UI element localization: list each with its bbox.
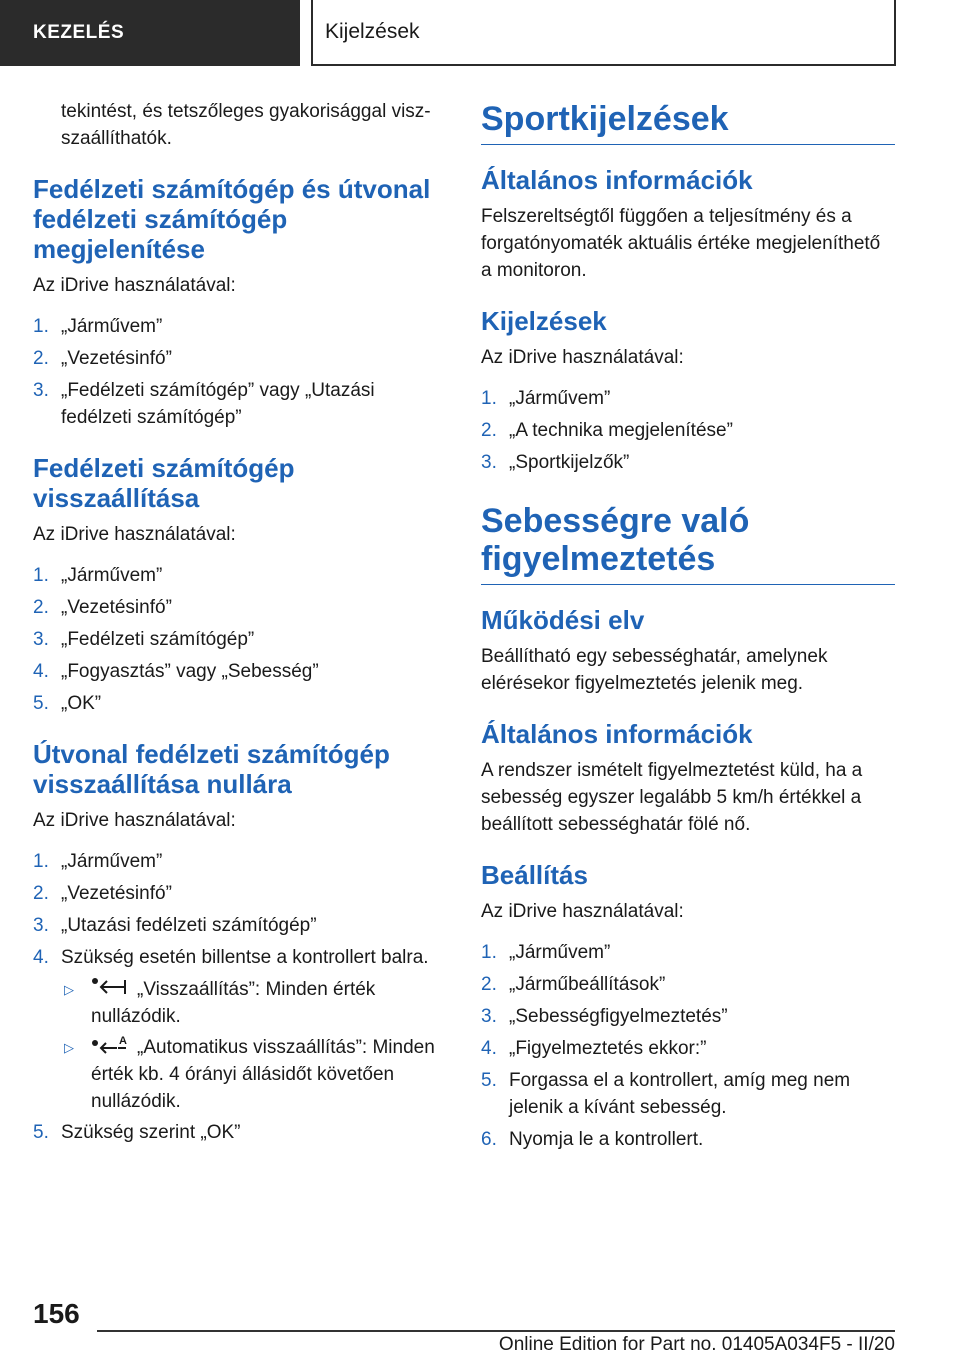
steps-list xyxy=(481,385,895,476)
step-number: 1. xyxy=(33,565,49,586)
step-number: 5. xyxy=(33,1122,49,1143)
step-text: Forgassa el a kontrollert, amíg meg nem jelenik a kívánt sebesség. xyxy=(509,1070,851,1118)
list-item xyxy=(33,313,443,340)
section-heading-route-reset: Útvonal fedélzeti számítógép visszaállítása nullára xyxy=(33,739,390,799)
section-tab: KEZELÉS xyxy=(0,0,300,66)
list-item xyxy=(481,1067,895,1121)
list-item xyxy=(481,449,895,476)
right-column xyxy=(481,100,895,1158)
list-item xyxy=(481,417,895,444)
chapter-tab: Kijelzések xyxy=(311,0,896,66)
step-number: 1. xyxy=(33,851,49,872)
list-item xyxy=(33,345,443,372)
step-text: „Fedélzeti számítógép” xyxy=(61,629,255,650)
list-item xyxy=(481,1035,895,1062)
list-item xyxy=(33,562,443,589)
step-number: 2. xyxy=(33,348,49,369)
option-text: „Visszaállítás”: Minden érték nullázódik. xyxy=(91,979,376,1027)
list-item xyxy=(33,912,443,939)
section-heading-trip-computer: Fedélzeti számítógép és útvonal fedélzeti számítógép megjelenítése xyxy=(33,174,431,264)
step-text: „Utazási fedélzeti számítógép” xyxy=(61,915,317,936)
section-text: Beállítható egy sebességhatár, amelynek elérésekor figyelmeztetés jelenik meg. xyxy=(481,646,828,694)
step-number: 2. xyxy=(481,974,497,995)
step-number: 5. xyxy=(481,1070,497,1091)
step-text: „Fogyasztás” vagy „Sebesség” xyxy=(61,661,319,682)
steps-list xyxy=(33,1119,443,1146)
step-text: Szükség esetén billentse a kontrollert balra. xyxy=(61,947,429,968)
step-number: 3. xyxy=(481,1006,497,1027)
edition-note: Online Edition for Part no. 01405A034F5 - II/20 xyxy=(498,1334,895,1355)
step-text: Szükség szerint „OK” xyxy=(61,1122,241,1143)
step-text: „A technika megjelenítése” xyxy=(509,420,733,441)
step-number: 3. xyxy=(481,452,497,473)
list-item xyxy=(33,1119,443,1146)
step-text: „Járművem” xyxy=(509,942,611,963)
page-header xyxy=(0,0,960,66)
step-text: „Sebességfigyelmeztetés” xyxy=(509,1006,728,1027)
list-item xyxy=(481,1126,895,1153)
step-number: 5. xyxy=(33,693,49,714)
section-heading-general-2: Általános információk xyxy=(481,719,753,749)
list-item xyxy=(33,976,443,1030)
list-item xyxy=(33,880,443,907)
step-text: „Járművem” xyxy=(61,565,163,586)
section-heading-displays: Kijelzések xyxy=(481,306,607,336)
step-text: „Járműbeállítások” xyxy=(509,974,666,995)
step-number: 4. xyxy=(33,947,49,968)
steps-list xyxy=(33,848,443,971)
footer-divider xyxy=(97,1330,895,1332)
list-item xyxy=(33,658,443,685)
section-text: Az iDrive használatával: xyxy=(481,901,684,922)
step-text: „Járművem” xyxy=(61,851,163,872)
section-text: Az iDrive használatával: xyxy=(33,524,236,545)
step-text: Nyomja le a kontrollert. xyxy=(509,1129,704,1150)
reset-arrow-icon xyxy=(91,976,127,998)
intro-line-1: tekintést, és tetszőleges gyakorisággal visz- xyxy=(61,101,431,122)
step-text: „Járművem” xyxy=(61,316,163,337)
section-text: Felszereltségtől függően a teljesítmény és a forgatónyomaték aktuális értéke megjeleníthető a monitoron. xyxy=(481,206,881,281)
steps-list xyxy=(33,313,443,431)
step-text: „Sportkijelzők” xyxy=(509,452,630,473)
option-text: „Automatikus visszaállítás”: Minden érték kb. 4 órányi állásidőt követően nullázódik. xyxy=(91,1037,435,1112)
list-item xyxy=(33,944,443,971)
page-number: 156 xyxy=(33,1298,80,1329)
section-heading-reset: Fedélzeti számítógép visszaállítása xyxy=(33,453,295,513)
step-text: „Figyelmeztetés ekkor:” xyxy=(509,1038,707,1059)
step-number: 3. xyxy=(33,380,49,401)
step-number: 1. xyxy=(481,942,497,963)
steps-list xyxy=(481,939,895,1153)
step-number: 2. xyxy=(481,420,497,441)
step-number: 1. xyxy=(33,316,49,337)
step-number: 3. xyxy=(33,629,49,650)
list-item xyxy=(33,1034,443,1115)
list-item xyxy=(33,377,443,431)
sub-options-list xyxy=(33,976,443,1115)
intro-line-2: szaállíthatók. xyxy=(61,128,172,149)
svg-text:A: A xyxy=(119,1035,127,1047)
step-number: 6. xyxy=(481,1129,497,1150)
section-heading-setting: Beállítás xyxy=(481,860,588,890)
step-text: „Vezetésinfó” xyxy=(61,883,172,904)
auto-reset-icon xyxy=(91,1034,127,1056)
step-number: 2. xyxy=(33,883,49,904)
list-item xyxy=(481,1003,895,1030)
step-number: 3. xyxy=(33,915,49,936)
list-item xyxy=(33,594,443,621)
triangle-bullet-icon: ▷ xyxy=(64,982,74,997)
list-item xyxy=(481,385,895,412)
section-text: Az iDrive használatával: xyxy=(33,810,236,831)
section-heading-principle: Működési elv xyxy=(481,605,645,635)
section-text: Az iDrive használatával: xyxy=(481,347,684,368)
step-text: „OK” xyxy=(61,693,102,714)
step-number: 4. xyxy=(481,1038,497,1059)
step-number: 1. xyxy=(481,388,497,409)
step-text: „Vezetésinfó” xyxy=(61,597,172,618)
section-heading-general: Általános információk xyxy=(481,165,753,195)
step-number: 2. xyxy=(33,597,49,618)
section-text: Az iDrive használatával: xyxy=(33,275,236,296)
step-text: „Vezetésinfó” xyxy=(61,348,172,369)
left-column xyxy=(33,98,443,1151)
step-text: „Fedélzeti számítógép” vagy „Utazási fedélzeti számítógép” xyxy=(61,380,375,428)
step-number: 4. xyxy=(33,661,49,682)
chapter-heading-speed-warning: Sebességre való figyelmeztetés xyxy=(481,502,895,585)
triangle-bullet-icon: ▷ xyxy=(64,1040,74,1055)
steps-list xyxy=(33,562,443,717)
list-item xyxy=(33,690,443,717)
step-text: „Járművem” xyxy=(509,388,611,409)
list-item xyxy=(481,939,895,966)
section-text: A rendszer ismételt figyelmeztetést küld, ha a sebesség egyszer legalább 5 km/h értékkel a beállított sebességhatár fölé nő. xyxy=(481,760,863,835)
list-item xyxy=(33,626,443,653)
chapter-heading-sport-displays: Sportkijelzések xyxy=(481,100,895,145)
list-item xyxy=(33,848,443,875)
list-item xyxy=(481,971,895,998)
